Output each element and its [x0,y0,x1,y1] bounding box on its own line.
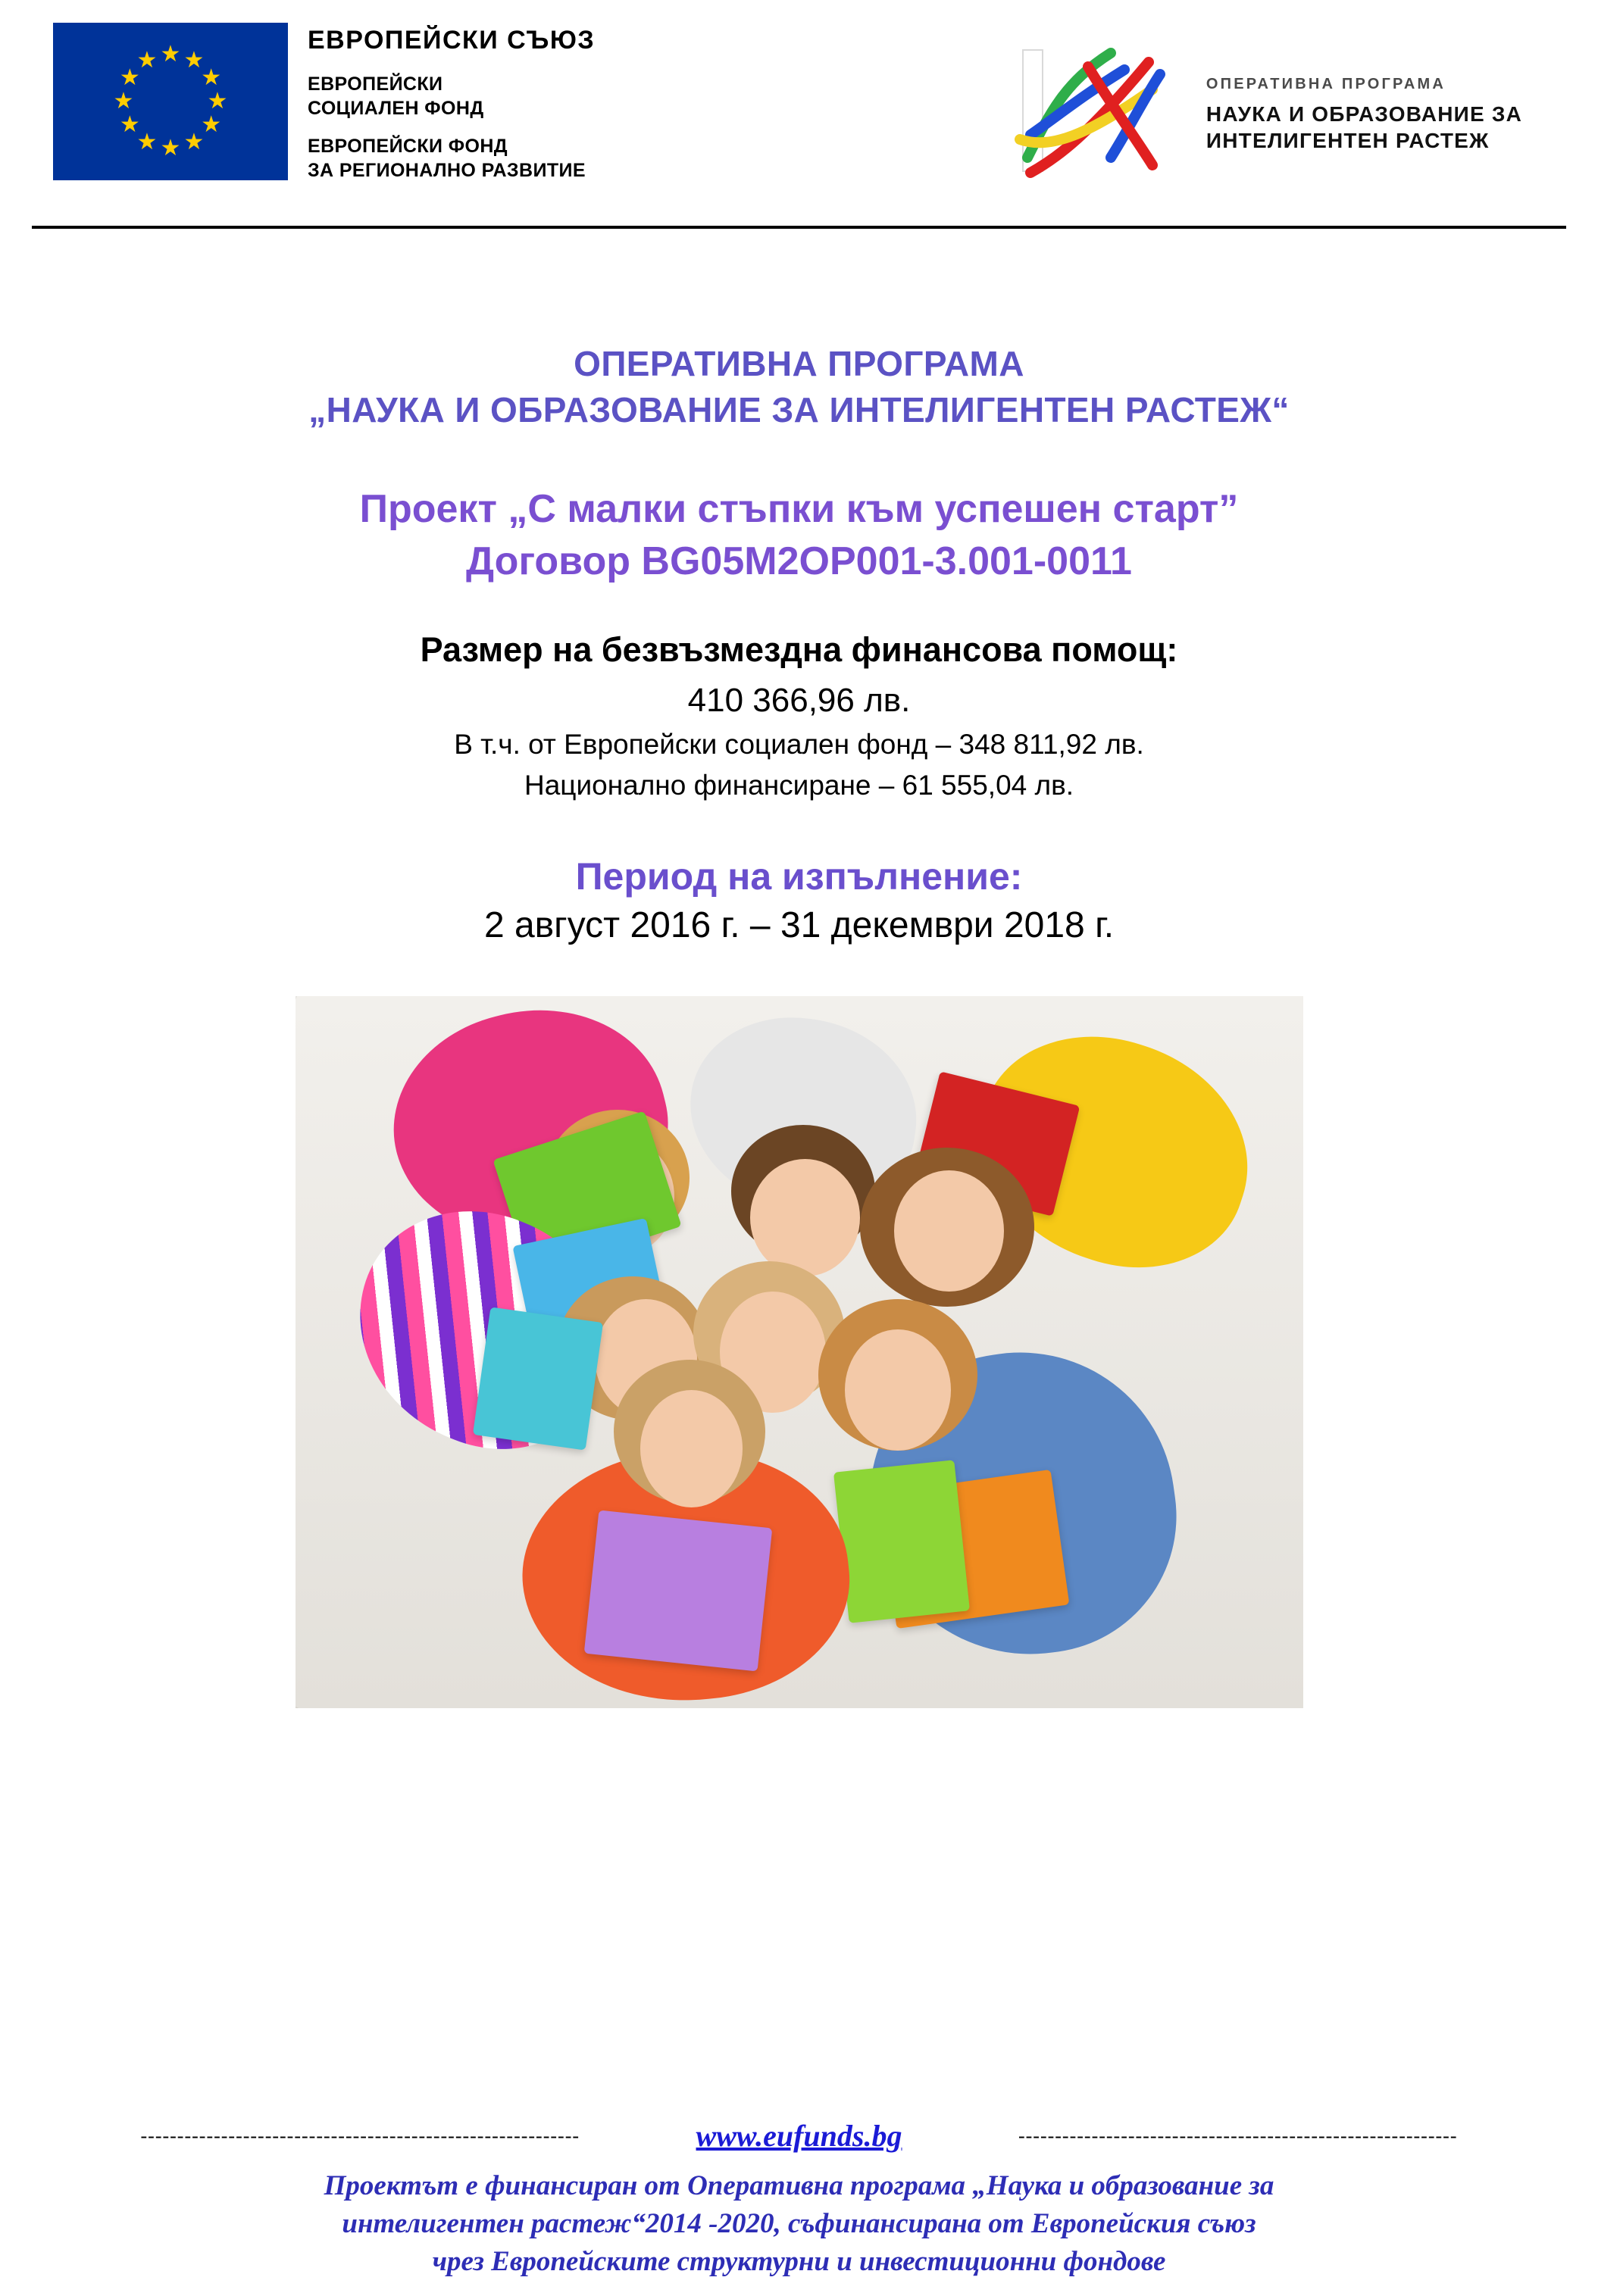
op-logo-big-text [1206,101,1522,154]
child-face [640,1390,743,1507]
eu-erdf-label-line2: ЗА РЕГИОНАЛНО РАЗВИТИЕ [308,160,586,181]
period-label: Период на изпълнение: [575,854,1023,898]
eu-title: ЕВРОПЕЙСКИ СЪЮЗ [308,26,596,55]
eu-star-icon: ★ [113,89,134,114]
project-heading [45,483,1553,587]
funding-disclaimer [35,2167,1563,2281]
eu-esf-label-line2: СОЦИАЛЕН ФОНД [308,98,484,119]
op-logo-big-line2: ИНТЕЛИГЕНТЕН РАСТЕЖ [1206,128,1490,152]
eu-star-icon: ★ [201,65,222,90]
children-photo [296,996,1303,1708]
child-face [750,1159,860,1276]
eu-erdf-label-line1: ЕВРОПЕЙСКИ ФОНД [308,136,508,157]
header-divider [32,226,1566,229]
eu-esf-label [308,72,595,120]
operational-programme-logo-icon [997,44,1187,180]
eu-star-icon: ★ [160,42,181,67]
document-footer [0,2118,1598,2281]
eu-star-icon: ★ [136,48,158,73]
document-header [0,0,1598,227]
funding-disclaimer-line3: чрез Европейските структурни и инвестиционни фондове [432,2246,1166,2278]
eu-star-icon: ★ [136,129,158,155]
book-violet [583,1510,772,1671]
grant-amount-label: Размер на безвъзмездна финансова помощ: [420,629,1178,669]
eu-star-icon: ★ [201,112,222,137]
programme-heading-line2: „НАУКА И ОБРАЗОВАНИЕ ЗА ИНТЕЛИГЕНТЕН РАСТЕЖ“ [308,390,1290,430]
website-row [35,2118,1563,2154]
funding-disclaimer-line2: интелигентен растеж“2014 -2020, съфинансирана от Европейския съюз [342,2208,1256,2240]
eu-star-icon: ★ [207,89,228,114]
child-face [894,1170,1004,1292]
eu-erdf-label [308,134,595,183]
eu-emblem-texts [308,23,595,196]
grant-amount-value: 410 366,96 лв. [687,681,911,719]
project-title: Проект „С малки стъпки към успешен старт” [359,487,1239,532]
programme-heading [45,341,1553,433]
period-value: 2 август 2016 г. – 31 декември 2018 г. [483,904,1115,945]
eu-star-icon: ★ [183,48,205,73]
footer-dashes-left: ------------------------------------------------------------ [140,2124,580,2147]
programme-heading-line1: ОПЕРАТИВНА ПРОГРАМА [574,344,1024,383]
grant-esf-share: В т.ч. от Европейски социален фонд – 348 811,92 лв. [454,728,1144,760]
funding-disclaimer-line1: Проектът е финансиран от Оперативна програма „Наука и образование за [324,2170,1274,2202]
book-teal [472,1307,602,1450]
eu-star-icon: ★ [160,136,181,161]
eu-star-icon: ★ [183,129,205,155]
op-logo-small-text: ОПЕРАТИВНА ПРОГРАМА [1206,75,1446,92]
operational-programme-logo-block [997,44,1522,180]
eu-star-icon: ★ [119,112,140,137]
footer-dashes-right: ------------------------------------------------------------ [1018,2124,1458,2147]
eu-emblem-block [53,23,595,196]
contract-number: Договор BG05M2OP001-3.001-0011 [466,539,1132,583]
op-logo-big-line1: НАУКА И ОБРАЗОВАНИЕ ЗА [1206,102,1522,126]
book-lime [833,1460,969,1623]
grant-national-share: Национално финансиране – 61 555,04 лв. [524,769,1074,801]
eu-star-icon: ★ [119,65,140,90]
operational-programme-logo-texts [1206,71,1522,154]
eufunds-link[interactable]: www.eufunds.bg [696,2119,902,2154]
eu-esf-label-line1: ЕВРОПЕЙСКИ [308,73,443,95]
document-body [0,341,1598,1708]
european-union-flag-icon [53,23,288,180]
child-face [845,1329,951,1451]
